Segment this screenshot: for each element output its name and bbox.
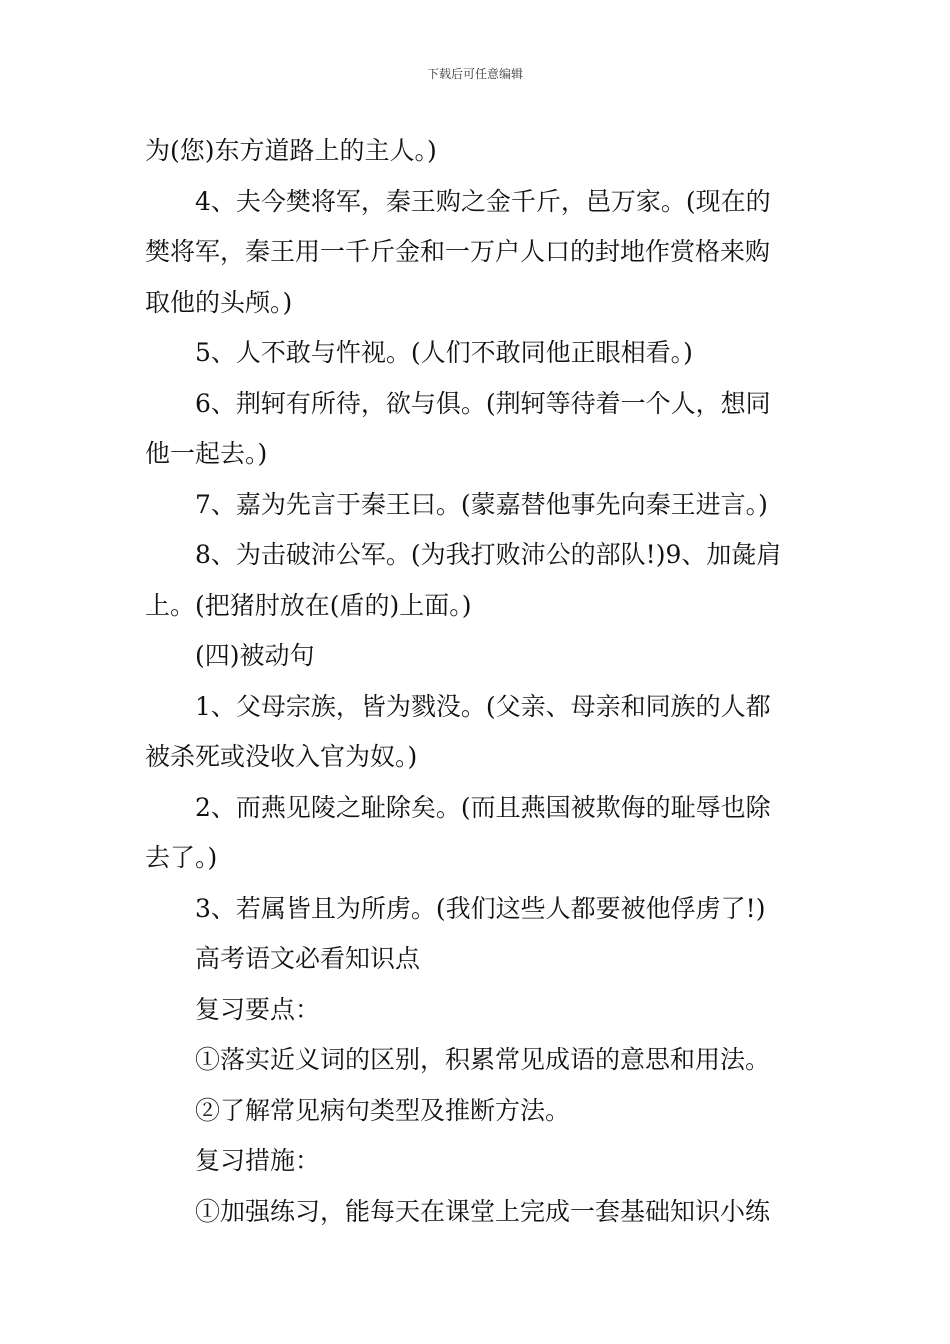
text-line: 8、为击破沛公军。(为我打败沛公的部队!)9、加彘肩 xyxy=(195,540,782,569)
text-line: 4、夫今樊将军，秦王购之金千斤，邑万家。(现在的 xyxy=(195,186,771,216)
text-line: 6、荆轲有所待，欲与俱。(荆轲等待着一个人，想同 xyxy=(195,388,771,418)
text-line: 3、若属皆且为所虏。(我们这些人都要被他俘虏了!) xyxy=(195,893,766,923)
text-line: 5、人不敢与忤视。(人们不敢同他正眼相看。) xyxy=(195,338,693,367)
text-line: 复习要点： xyxy=(195,994,321,1024)
text-line: 7、嘉为先言于秦王曰。(蒙嘉替他事先向秦王进言。) xyxy=(195,489,768,519)
text-line: 被杀死或没收入官为奴。) xyxy=(145,742,418,771)
section-heading: (四)被动句 xyxy=(195,641,315,670)
page-header: 下载后可任意编辑 xyxy=(426,67,523,81)
text-line: 他一起去。) xyxy=(145,439,268,468)
text-line: 复习措施： xyxy=(195,1146,321,1175)
text-line: 樊将军，秦王用一千斤金和一万户人口的封地作赏格来购 xyxy=(145,237,771,266)
text-line: 2、而燕见陵之耻除矣。(而且燕国被欺侮的耻辱也除 xyxy=(195,792,771,822)
text-line: 取他的头颅。) xyxy=(145,287,293,317)
document-body xyxy=(145,126,807,1237)
text-line: 为(您)东方道路上的主人。) xyxy=(145,136,437,165)
text-line: 1、父母宗族，皆为戮没。(父亲、母亲和同族的人都 xyxy=(195,691,771,721)
text-line: 去了。) xyxy=(145,843,218,872)
text-line: 上。(把猪肘放在(盾的)上面。) xyxy=(145,590,472,620)
section-heading: 高考语文必看知识点 xyxy=(195,944,421,973)
text-line: ②了解常见病句类型及推断方法。 xyxy=(195,1095,571,1125)
text-line: ①落实近义词的区别，积累常见成语的意思和用法。 xyxy=(195,1045,771,1074)
text-line: ①加强练习，能每天在课堂上完成一套基础知识小练 xyxy=(195,1196,771,1226)
